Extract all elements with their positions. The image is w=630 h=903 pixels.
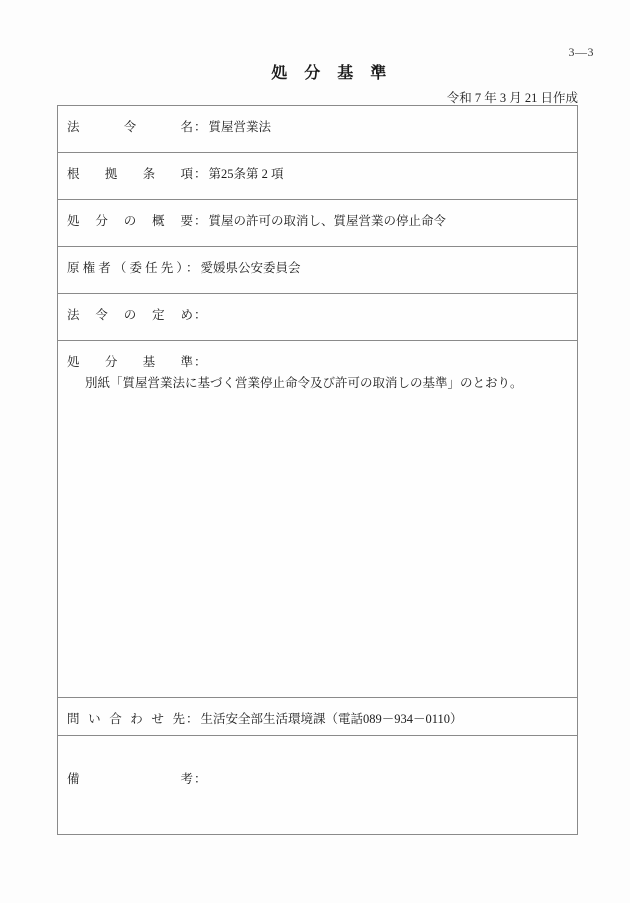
row-label: 処 分 基 準 <box>67 355 193 369</box>
table-row <box>58 294 578 341</box>
table-row <box>58 200 578 247</box>
table-cell-disposition-summary <box>58 200 578 247</box>
table-row <box>58 698 578 736</box>
table-row <box>58 106 578 153</box>
row-label: 原 権 者 （ 委 任 先 ） <box>67 261 189 275</box>
row-colon: ： <box>186 261 199 275</box>
row-value: 第25条第 2 項 <box>208 167 284 181</box>
row-label: 処 分 の 概 要 <box>67 214 193 228</box>
table-cell-remarks <box>58 736 578 835</box>
table-row <box>58 247 578 294</box>
page-title-text: 処 分 基 準 <box>271 65 387 82</box>
table-cell-statutory-provision <box>58 294 578 341</box>
row-colon: ： <box>194 167 207 181</box>
table-row <box>58 153 578 200</box>
row-label: 法 令 の 定 め <box>67 308 193 322</box>
row-label: 法 令 名 <box>67 120 193 134</box>
row-label: 問 い 合 わ せ 先 <box>67 712 185 726</box>
table-cell-legal-basis <box>58 153 578 200</box>
table-row <box>58 341 578 698</box>
page-marker: 3―3 <box>568 45 594 59</box>
row-value: 質屋の許可の取消し、質屋営業の停止命令 <box>208 214 447 228</box>
row-colon: ： <box>194 120 207 134</box>
row-colon: ： <box>194 772 207 787</box>
row-colon: ： <box>194 308 207 322</box>
row-colon: ： <box>194 214 207 228</box>
row-label: 備 考 <box>67 772 193 787</box>
table-cell-disposition-criteria <box>58 341 578 698</box>
row-value: 愛媛県公安委員会 <box>200 261 301 275</box>
row-value: 質屋営業法 <box>208 120 272 134</box>
disposition-criteria-table <box>57 105 578 835</box>
row-label: 根 拠 条 項 <box>67 167 193 181</box>
disposition-criteria-detail: 別紙「質屋営業法に基づく営業停止命令及び許可の取消しの基準」のとおり。 <box>85 376 523 391</box>
created-date: 令和 7 年 3 月 21 日作成 <box>446 91 578 105</box>
row-value: 生活安全部生活環境課（電話089－934－0110） <box>200 712 463 726</box>
table-row <box>58 736 578 835</box>
row-colon: ： <box>194 355 207 369</box>
page-title <box>0 60 630 83</box>
table-cell-authority <box>58 247 578 294</box>
row-colon: ： <box>186 712 199 726</box>
table-cell-contact <box>58 698 578 736</box>
table-cell-law-name <box>58 106 578 153</box>
